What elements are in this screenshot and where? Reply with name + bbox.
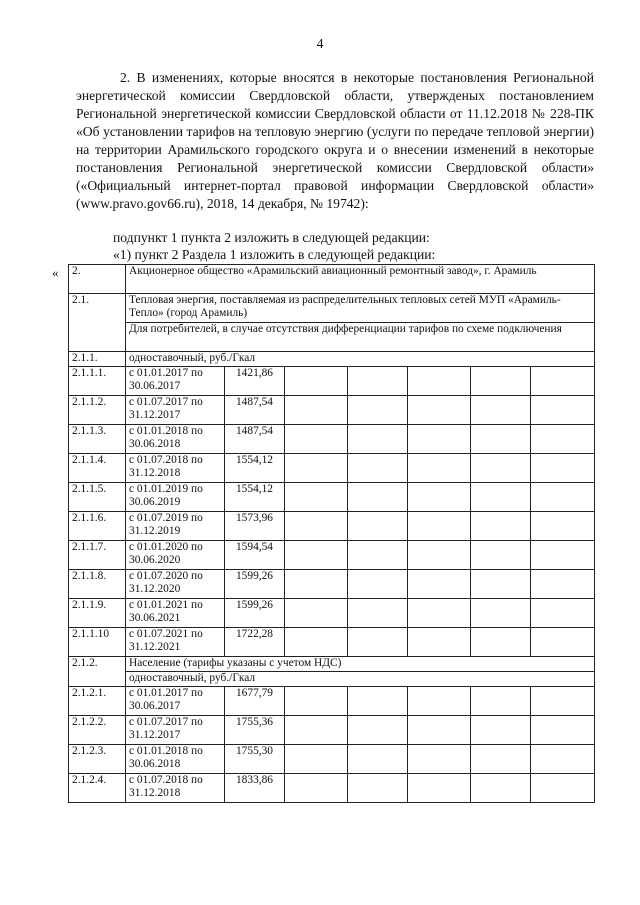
period-from: с 01.07.2017 по [129, 396, 203, 408]
empty-cell [471, 716, 531, 745]
period-cell [126, 687, 225, 716]
empty-cell [531, 774, 595, 803]
period-cell [126, 367, 225, 396]
row-number: 2.1.2.3. [69, 745, 126, 774]
service-number: 2.1. [69, 294, 126, 352]
empty-cell [408, 454, 471, 483]
tariff-value: 1755,36 [225, 716, 285, 745]
period-to: 31.12.2019 [129, 525, 181, 537]
tariff-value: 1487,54 [225, 396, 285, 425]
period-cell [126, 483, 225, 512]
period-to: 31.12.2017 [129, 729, 181, 741]
tariff-value: 1594,54 [225, 541, 285, 570]
table-row [69, 570, 595, 599]
group1-header-row [69, 352, 595, 367]
empty-cell [531, 425, 595, 454]
empty-cell [285, 483, 348, 512]
period-cell [126, 716, 225, 745]
empty-cell [408, 716, 471, 745]
empty-cell [531, 512, 595, 541]
period-to: 31.12.2018 [129, 467, 181, 479]
tariff-value: 1599,26 [225, 570, 285, 599]
empty-cell [471, 483, 531, 512]
empty-cell [471, 425, 531, 454]
empty-cell [285, 599, 348, 628]
table-row [69, 745, 595, 774]
empty-cell [285, 628, 348, 657]
empty-cell [471, 396, 531, 425]
empty-cell [408, 512, 471, 541]
group2-header-row [69, 657, 595, 672]
tariff-value: 1573,96 [225, 512, 285, 541]
empty-cell [285, 425, 348, 454]
empty-cell [531, 367, 595, 396]
period-to: 30.06.2020 [129, 554, 181, 566]
period-to: 31.12.2021 [129, 641, 181, 653]
row-number: 2.1.2.1. [69, 687, 126, 716]
group1-rows [69, 367, 595, 657]
empty-cell [531, 687, 595, 716]
tariff-value: 1421,86 [225, 367, 285, 396]
period-to: 31.12.2017 [129, 409, 181, 421]
row-number: 2.1.2.2. [69, 716, 126, 745]
empty-cell [531, 628, 595, 657]
empty-cell [285, 716, 348, 745]
period-from: с 01.01.2017 по [129, 367, 203, 379]
period-to: 31.12.2020 [129, 583, 181, 595]
empty-cell [285, 570, 348, 599]
group2-sublabel-row [69, 672, 595, 687]
empty-cell [408, 425, 471, 454]
period-to: 30.06.2017 [129, 700, 181, 712]
group2-sublabel: одноставочный, руб./Гкал [126, 672, 595, 687]
empty-cell [348, 483, 408, 512]
empty-cell [348, 628, 408, 657]
period-from: с 01.07.2018 по [129, 774, 203, 786]
empty-cell [285, 687, 348, 716]
empty-cell [531, 454, 595, 483]
row-number: 2.1.2.4. [69, 774, 126, 803]
table-row [69, 396, 595, 425]
opening-quote-mark: « [52, 265, 59, 280]
period-cell [126, 541, 225, 570]
tariff-value: 1554,12 [225, 483, 285, 512]
table-row [69, 425, 595, 454]
group2-number: 2.1.2. [69, 657, 126, 687]
period-to: 30.06.2018 [129, 438, 181, 450]
period-to: 30.06.2017 [129, 380, 181, 392]
empty-cell [348, 367, 408, 396]
period-cell [126, 570, 225, 599]
table-row [69, 541, 595, 570]
page-number: 4 [316, 37, 324, 52]
empty-cell [471, 687, 531, 716]
empty-cell [408, 396, 471, 425]
empty-cell [285, 454, 348, 483]
tariff-table [68, 264, 595, 803]
org-name: Акционерное общество «Арамильский авиационный ремонтный завод», г. Арамиль [126, 265, 595, 294]
table-row [69, 774, 595, 803]
row-number: 2.1.1.10 [69, 628, 126, 657]
period-to: 30.06.2019 [129, 496, 181, 508]
tariff-value: 1554,12 [225, 454, 285, 483]
tariff-value: 1599,26 [225, 599, 285, 628]
empty-cell [348, 454, 408, 483]
org-number: 2. [69, 265, 126, 294]
empty-cell [471, 454, 531, 483]
row-number: 2.1.1.7. [69, 541, 126, 570]
consumers-note-row [69, 323, 595, 352]
empty-cell [348, 541, 408, 570]
table-row [69, 599, 595, 628]
period-cell [126, 396, 225, 425]
empty-cell [285, 396, 348, 425]
tariff-value: 1833,86 [225, 774, 285, 803]
period-from: с 01.01.2019 по [129, 483, 203, 495]
empty-cell [408, 483, 471, 512]
table-row [69, 687, 595, 716]
period-from: с 01.07.2021 по [129, 628, 203, 640]
row-number: 2.1.1.4. [69, 454, 126, 483]
table-row [69, 367, 595, 396]
point-line: «1) пункт 2 Раздела 1 изложить в следующей редакции: [113, 247, 436, 262]
tariff-value: 1722,28 [225, 628, 285, 657]
service-name: Тепловая энергия, поставляемая из распределительных тепловых сетей МУП «Арамиль-Тепло» (город Арамиль) [126, 294, 595, 323]
period-from: с 01.01.2018 по [129, 425, 203, 437]
empty-cell [348, 396, 408, 425]
group1-label: одноставочный, руб./Гкал [126, 352, 595, 367]
empty-cell [531, 483, 595, 512]
consumers-note: Для потребителей, в случае отсутствия дифференциации тарифов по схеме подключения [126, 323, 595, 352]
period-cell [126, 454, 225, 483]
empty-cell [348, 774, 408, 803]
period-from: с 01.07.2017 по [129, 716, 203, 728]
empty-cell [531, 745, 595, 774]
empty-cell [471, 541, 531, 570]
period-from: с 01.07.2020 по [129, 570, 203, 582]
period-to: 31.12.2018 [129, 787, 181, 799]
row-number: 2.1.1.8. [69, 570, 126, 599]
row-number: 2.1.1.1. [69, 367, 126, 396]
row-number: 2.1.1.5. [69, 483, 126, 512]
period-from: с 01.01.2017 по [129, 687, 203, 699]
period-cell [126, 774, 225, 803]
empty-cell [348, 570, 408, 599]
empty-cell [348, 599, 408, 628]
empty-cell [408, 628, 471, 657]
empty-cell [471, 774, 531, 803]
empty-cell [531, 541, 595, 570]
empty-cell [408, 570, 471, 599]
empty-cell [285, 367, 348, 396]
empty-cell [348, 687, 408, 716]
empty-cell [348, 425, 408, 454]
table-row [69, 454, 595, 483]
period-from: с 01.07.2019 по [129, 512, 203, 524]
period-cell [126, 628, 225, 657]
service-row [69, 294, 595, 323]
period-cell [126, 745, 225, 774]
period-to: 30.06.2018 [129, 758, 181, 770]
empty-cell [285, 512, 348, 541]
period-from: с 01.01.2020 по [129, 541, 203, 553]
empty-cell [408, 774, 471, 803]
empty-cell [408, 599, 471, 628]
subpoint-line: подпункт 1 пункта 2 изложить в следующей редакции: [113, 230, 430, 245]
period-from: с 01.01.2021 по [129, 599, 203, 611]
empty-cell [471, 512, 531, 541]
empty-cell [471, 367, 531, 396]
tariff-value: 1677,79 [225, 687, 285, 716]
empty-cell [471, 570, 531, 599]
empty-cell [348, 512, 408, 541]
empty-cell [471, 628, 531, 657]
intro-paragraph: 2. В изменениях, которые вносятся в некоторые постановления Региональной энергетической комиссии Свердловской области, утвержденых постановлением Региональной энергетической комиссии Свердловской области от 11.12.2018 № 228-ПК «Об установлении тарифов на тепловую энергию (услуги по передаче тепловой энергии) на территории Арамильского городского округа и о внесении изменений в некоторые постановления Региональной энергетической комиссии Свердловской области» («Официальный интернет-портал правовой информации Свердловской области» (www.pravo.gov66.ru), 2018, 14 декабря, № 19742): [76, 70, 594, 211]
tariff-value: 1755,30 [225, 745, 285, 774]
row-number: 2.1.1.9. [69, 599, 126, 628]
empty-cell [408, 367, 471, 396]
table-row [69, 512, 595, 541]
group2-label: Население (тарифы указаны с учетом НДС) [126, 657, 595, 672]
empty-cell [348, 716, 408, 745]
empty-cell [408, 687, 471, 716]
empty-cell [285, 541, 348, 570]
org-row [69, 265, 595, 294]
empty-cell [348, 745, 408, 774]
empty-cell [471, 599, 531, 628]
row-number: 2.1.1.3. [69, 425, 126, 454]
period-from: с 01.07.2018 по [129, 454, 203, 466]
period-to: 30.06.2021 [129, 612, 181, 624]
group2-rows [69, 687, 595, 803]
row-number: 2.1.1.2. [69, 396, 126, 425]
period-cell [126, 512, 225, 541]
group1-number: 2.1.1. [69, 352, 126, 367]
empty-cell [471, 745, 531, 774]
table-row [69, 483, 595, 512]
empty-cell [531, 396, 595, 425]
empty-cell [285, 745, 348, 774]
table-row [69, 628, 595, 657]
tariff-value: 1487,54 [225, 425, 285, 454]
empty-cell [531, 716, 595, 745]
table-row [69, 716, 595, 745]
empty-cell [531, 570, 595, 599]
period-from: с 01.01.2018 по [129, 745, 203, 757]
period-cell [126, 425, 225, 454]
empty-cell [531, 599, 595, 628]
row-number: 2.1.1.6. [69, 512, 126, 541]
empty-cell [408, 745, 471, 774]
period-cell [126, 599, 225, 628]
empty-cell [285, 774, 348, 803]
empty-cell [408, 541, 471, 570]
